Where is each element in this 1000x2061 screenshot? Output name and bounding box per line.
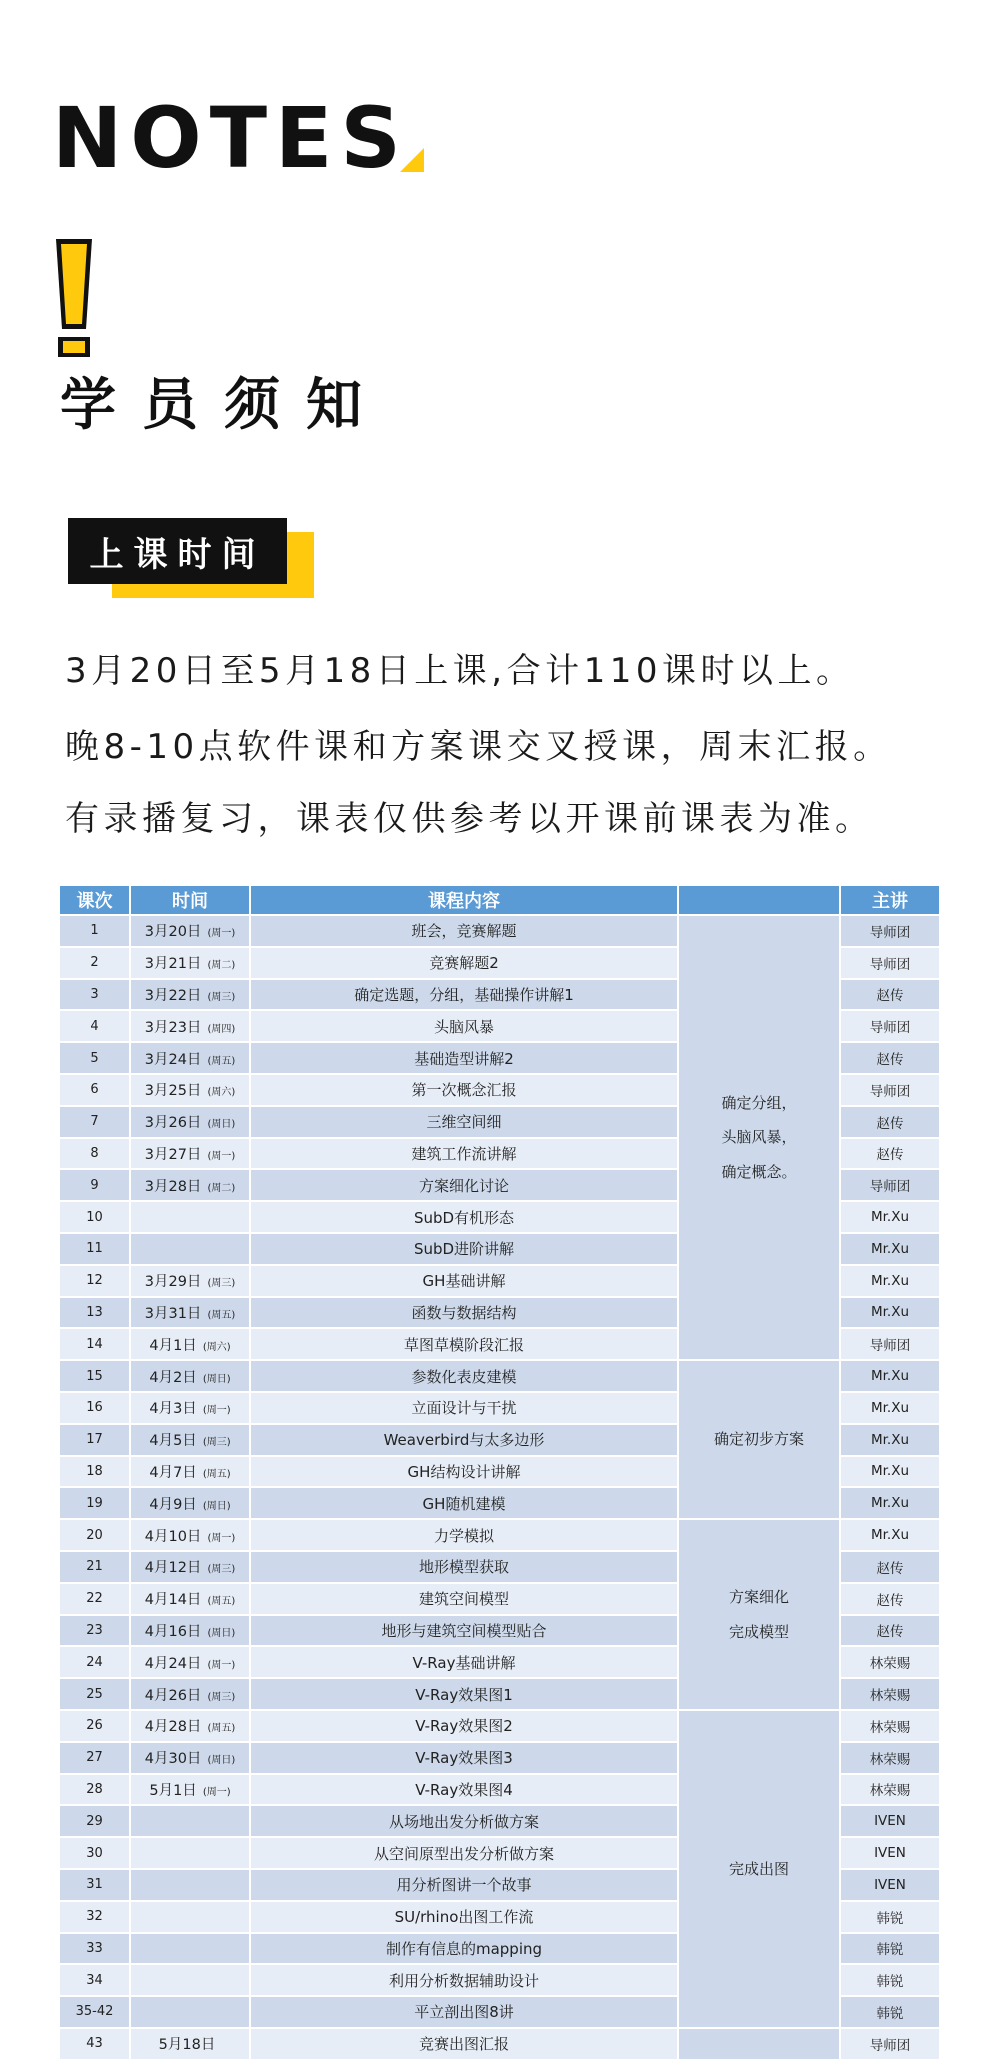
lesson-time — [130, 1392, 250, 1424]
lesson-time — [130, 1678, 250, 1710]
lesson-number: 22 — [60, 1583, 130, 1615]
lesson-content: 基础造型讲解2 — [250, 1042, 678, 1074]
lesson-teacher: 赵传 — [840, 1106, 940, 1138]
lesson-teacher: Mr.Xu — [840, 1487, 940, 1519]
lesson-weekday: (周三) — [202, 1437, 231, 1449]
lesson-teacher: 赵传 — [840, 1042, 940, 1074]
lesson-content: V-Ray效果图1 — [250, 1678, 678, 1710]
lesson-number: 8 — [60, 1138, 130, 1170]
lesson-teacher: 韩锐 — [840, 1933, 940, 1965]
lesson-time — [130, 1106, 250, 1138]
lesson-number: 23 — [60, 1615, 130, 1647]
lesson-date: 4月5日 — [149, 1433, 197, 1450]
stage-cell — [678, 1360, 840, 1519]
lesson-teacher: 林荣赐 — [840, 1646, 940, 1678]
stage-cell-empty — [678, 2028, 840, 2060]
lesson-number: 16 — [60, 1392, 130, 1424]
header-stage — [678, 886, 840, 915]
lesson-date: 5月18日 — [158, 2037, 216, 2054]
lesson-weekday: (周三) — [207, 1564, 236, 1576]
lesson-time — [130, 1901, 250, 1933]
lesson-weekday: (周日) — [207, 1119, 236, 1131]
lesson-date: 4月1日 — [149, 1337, 197, 1354]
lesson-number: 30 — [60, 1837, 130, 1869]
lesson-number: 17 — [60, 1424, 130, 1456]
lesson-content: 地形与建筑空间模型贴合 — [250, 1615, 678, 1647]
lesson-time — [130, 1169, 250, 1201]
lesson-time — [130, 1774, 250, 1806]
lesson-number: 7 — [60, 1106, 130, 1138]
lesson-weekday: (周日) — [207, 1755, 236, 1767]
lesson-number: 33 — [60, 1933, 130, 1965]
lesson-number: 6 — [60, 1074, 130, 1106]
lesson-weekday: (周一) — [207, 1150, 236, 1162]
lesson-teacher: 导师团 — [840, 1074, 940, 1106]
lesson-time — [130, 1519, 250, 1551]
lesson-teacher: Mr.Xu — [840, 1360, 940, 1392]
lesson-number: 34 — [60, 1964, 130, 1996]
lesson-weekday: (周日) — [202, 1500, 231, 1512]
lesson-content: 参数化表皮建模 — [250, 1360, 678, 1392]
lesson-teacher: IVEN — [840, 1805, 940, 1837]
page-heading: 学员须知 — [60, 373, 388, 438]
lesson-content: V-Ray效果图2 — [250, 1710, 678, 1742]
lesson-teacher: 林荣赐 — [840, 1710, 940, 1742]
lesson-number: 43 — [60, 2028, 130, 2060]
lesson-time — [130, 1042, 250, 1074]
intro-line-dates: 3月20日至5月18日上课,合计110课时以上。 — [65, 651, 855, 691]
lesson-time — [130, 1074, 250, 1106]
lesson-weekday: (周三) — [207, 1278, 236, 1290]
lesson-weekday: (周一) — [202, 1786, 231, 1798]
lesson-date: 3月27日 — [144, 1146, 202, 1163]
lesson-teacher: Mr.Xu — [840, 1424, 940, 1456]
header-lesson-no: 课次 — [60, 886, 130, 915]
lesson-content: GH基础讲解 — [250, 1265, 678, 1297]
section-label-box — [68, 518, 314, 600]
lesson-content: 头脑风暴 — [250, 1010, 678, 1042]
lesson-content: 平立剖出图8讲 — [250, 1996, 678, 2028]
lesson-time — [130, 1805, 250, 1837]
lesson-teacher: IVEN — [840, 1869, 940, 1901]
lesson-number: 10 — [60, 1201, 130, 1233]
lesson-content: 建筑空间模型 — [250, 1583, 678, 1615]
section-label: 上课时间 — [68, 518, 287, 584]
lesson-content: 建筑工作流讲解 — [250, 1138, 678, 1170]
lesson-teacher: 韩锐 — [840, 1901, 940, 1933]
lesson-content: 力学模拟 — [250, 1519, 678, 1551]
lesson-date: 3月20日 — [144, 924, 202, 941]
lesson-content: 立面设计与干扰 — [250, 1392, 678, 1424]
lesson-number: 13 — [60, 1297, 130, 1329]
table-row — [60, 1360, 940, 1392]
lesson-number: 11 — [60, 1233, 130, 1265]
lesson-date: 4月26日 — [144, 1687, 202, 1704]
stage-label: 完成模型 — [728, 1622, 789, 1641]
lesson-teacher: 赵传 — [840, 1551, 940, 1583]
lesson-teacher: Mr.Xu — [840, 1297, 940, 1329]
lesson-content: 竞赛出图汇报 — [250, 2028, 678, 2060]
stage-cell — [678, 1519, 840, 1710]
stage-label: 方案细化 — [728, 1588, 789, 1607]
lesson-number: 15 — [60, 1360, 130, 1392]
lesson-time — [130, 1583, 250, 1615]
lesson-date: 5月1日 — [149, 1782, 197, 1799]
lesson-content: 利用分析数据辅助设计 — [250, 1964, 678, 1996]
header-time: 时间 — [130, 886, 250, 915]
lesson-time — [130, 1837, 250, 1869]
stage-cell — [678, 915, 840, 1360]
lesson-number: 5 — [60, 1042, 130, 1074]
lesson-time — [130, 1138, 250, 1170]
lesson-weekday: (周二) — [207, 960, 236, 972]
lesson-date: 4月2日 — [149, 1369, 197, 1386]
lesson-date: 3月25日 — [144, 1083, 202, 1100]
lesson-content: GH结构设计讲解 — [250, 1456, 678, 1488]
lesson-weekday: (周五) — [207, 1723, 236, 1735]
lesson-teacher: Mr.Xu — [840, 1519, 940, 1551]
table-header-row — [60, 886, 940, 915]
lesson-weekday: (周六) — [207, 1087, 236, 1099]
lesson-content: SU/rhino出图工作流 — [250, 1901, 678, 1933]
table-body — [60, 915, 940, 2060]
lesson-teacher: 导师团 — [840, 2028, 940, 2060]
lesson-number: 19 — [60, 1487, 130, 1519]
table-row — [60, 915, 940, 947]
lesson-date: 4月3日 — [149, 1401, 197, 1418]
lesson-date: 4月9日 — [149, 1496, 197, 1513]
lesson-date: 3月24日 — [144, 1051, 202, 1068]
lesson-teacher: 赵传 — [840, 1583, 940, 1615]
lesson-content: 竞赛解题2 — [250, 947, 678, 979]
lesson-teacher: 导师团 — [840, 1328, 940, 1360]
lesson-time — [130, 1487, 250, 1519]
table-row — [60, 2028, 940, 2060]
lesson-time — [130, 1456, 250, 1488]
table-row — [60, 1710, 940, 1742]
lesson-weekday: (周一) — [207, 1659, 236, 1671]
lesson-number: 12 — [60, 1265, 130, 1297]
lesson-date: 3月21日 — [144, 956, 202, 973]
lesson-teacher: 林荣赐 — [840, 1678, 940, 1710]
lesson-weekday: (周三) — [207, 991, 236, 1003]
lesson-number: 3 — [60, 979, 130, 1011]
stage-label: 确定概念。 — [721, 1162, 797, 1181]
lesson-content: 确定选题，分组，基础操作讲解1 — [250, 979, 678, 1011]
lesson-weekday: (周日) — [207, 1627, 236, 1639]
lesson-number: 1 — [60, 915, 130, 947]
lesson-time — [130, 1424, 250, 1456]
lesson-number: 28 — [60, 1774, 130, 1806]
lesson-teacher: 韩锐 — [840, 1996, 940, 2028]
lesson-time — [130, 1710, 250, 1742]
stage-label: 头脑风暴， — [721, 1128, 797, 1147]
lesson-number: 4 — [60, 1010, 130, 1042]
lesson-number: 14 — [60, 1328, 130, 1360]
lesson-date: 3月29日 — [144, 1274, 202, 1291]
notes-title: NOTES — [52, 89, 409, 187]
lesson-weekday: (周一) — [207, 928, 236, 940]
lesson-number: 27 — [60, 1742, 130, 1774]
lesson-number: 25 — [60, 1678, 130, 1710]
lesson-weekday: (周六) — [202, 1341, 231, 1353]
lesson-content: 用分析图讲一个故事 — [250, 1869, 678, 1901]
lesson-content: 草图草模阶段汇报 — [250, 1328, 678, 1360]
lesson-content: 制作有信息的mapping — [250, 1933, 678, 1965]
lesson-number: 24 — [60, 1646, 130, 1678]
lesson-weekday: (周五) — [207, 1055, 236, 1067]
lesson-content: Weaverbird与太多边形 — [250, 1424, 678, 1456]
lesson-weekday: (周五) — [202, 1468, 231, 1480]
lesson-teacher: 赵传 — [840, 1138, 940, 1170]
lesson-number: 2 — [60, 947, 130, 979]
lesson-date: 3月22日 — [144, 987, 202, 1004]
lesson-time — [130, 947, 250, 979]
lesson-number: 21 — [60, 1551, 130, 1583]
lesson-teacher: 林荣赐 — [840, 1742, 940, 1774]
lesson-date: 3月23日 — [144, 1019, 202, 1036]
lesson-number: 18 — [60, 1456, 130, 1488]
lesson-content: 班会，竞赛解题 — [250, 915, 678, 947]
lesson-number: 29 — [60, 1805, 130, 1837]
table-row — [60, 1519, 940, 1551]
lesson-weekday: (周三) — [207, 1691, 236, 1703]
lesson-time — [130, 1297, 250, 1329]
lesson-content: 第一次概念汇报 — [250, 1074, 678, 1106]
lesson-time — [130, 1964, 250, 1996]
lesson-teacher: 导师团 — [840, 947, 940, 979]
lesson-date: 4月28日 — [144, 1719, 202, 1736]
lesson-date: 4月30日 — [144, 1751, 202, 1768]
lesson-time — [130, 2028, 250, 2060]
intro-line-notice: 有录播复习，课表仅供参考以开课前课表为准。 — [65, 799, 874, 839]
lesson-weekday: (周日) — [202, 1373, 231, 1385]
lesson-time — [130, 1615, 250, 1647]
lesson-teacher: 林荣赐 — [840, 1774, 940, 1806]
stage-label: 确定初步方案 — [713, 1430, 804, 1449]
lesson-time — [130, 1328, 250, 1360]
lesson-teacher: 导师团 — [840, 1169, 940, 1201]
lesson-weekday: (周二) — [207, 1182, 236, 1194]
lesson-date: 4月14日 — [144, 1592, 202, 1609]
lesson-teacher: Mr.Xu — [840, 1456, 940, 1488]
lesson-time — [130, 915, 250, 947]
lesson-content: V-Ray基础讲解 — [250, 1646, 678, 1678]
lesson-number: 9 — [60, 1169, 130, 1201]
lesson-content: 从场地出发分析做方案 — [250, 1805, 678, 1837]
lesson-date: 3月31日 — [144, 1305, 202, 1322]
lesson-teacher: 导师团 — [840, 1010, 940, 1042]
lesson-number: 31 — [60, 1869, 130, 1901]
lesson-teacher: Mr.Xu — [840, 1265, 940, 1297]
stage-label: 完成出图 — [728, 1859, 789, 1878]
intro-line-schedule: 晚8-10点软件课和方案课交叉授课，周末汇报。 — [65, 727, 892, 767]
lesson-content: SubD有机形态 — [250, 1201, 678, 1233]
exclamation-icon — [52, 233, 96, 359]
header-teacher: 主讲 — [840, 886, 940, 915]
lesson-weekday: (周一) — [207, 1532, 236, 1544]
stage-label: 确定分组， — [721, 1093, 797, 1112]
lesson-content: GH随机建模 — [250, 1487, 678, 1519]
lesson-time — [130, 979, 250, 1011]
lesson-date: 4月24日 — [144, 1655, 202, 1672]
lesson-date: 4月10日 — [144, 1528, 202, 1545]
lesson-time — [130, 1265, 250, 1297]
lesson-teacher: 赵传 — [840, 1615, 940, 1647]
lesson-weekday: (周一) — [202, 1405, 231, 1417]
lesson-teacher: Mr.Xu — [840, 1233, 940, 1265]
lesson-date: 4月12日 — [144, 1560, 202, 1577]
lesson-content: 地形模型获取 — [250, 1551, 678, 1583]
lesson-content: 从空间原型出发分析做方案 — [250, 1837, 678, 1869]
yellow-triangle-icon — [400, 148, 424, 172]
lesson-time — [130, 1742, 250, 1774]
lesson-weekday: (周五) — [207, 1596, 236, 1608]
lesson-date: 4月7日 — [149, 1464, 197, 1481]
lesson-number: 20 — [60, 1519, 130, 1551]
lesson-weekday: (周五) — [207, 1309, 236, 1321]
lesson-teacher: 赵传 — [840, 979, 940, 1011]
lesson-time — [130, 1360, 250, 1392]
lesson-number: 32 — [60, 1901, 130, 1933]
lesson-date: 3月26日 — [144, 1115, 202, 1132]
lesson-content: V-Ray效果图3 — [250, 1742, 678, 1774]
stage-cell — [678, 1710, 840, 2028]
lesson-time — [130, 1233, 250, 1265]
lesson-time — [130, 1551, 250, 1583]
lesson-teacher: Mr.Xu — [840, 1392, 940, 1424]
lesson-number: 26 — [60, 1710, 130, 1742]
lesson-time — [130, 1869, 250, 1901]
lesson-content: 三维空间细 — [250, 1106, 678, 1138]
lesson-content: SubD进阶讲解 — [250, 1233, 678, 1265]
lesson-teacher: IVEN — [840, 1837, 940, 1869]
lesson-content: 函数与数据结构 — [250, 1297, 678, 1329]
lesson-content: V-Ray效果图4 — [250, 1774, 678, 1806]
lesson-time — [130, 1996, 250, 2028]
lesson-date: 4月16日 — [144, 1623, 202, 1640]
lesson-teacher: 导师团 — [840, 915, 940, 947]
lesson-time — [130, 1201, 250, 1233]
lesson-number: 35-42 — [60, 1996, 130, 2028]
lesson-weekday: (周四) — [207, 1023, 236, 1035]
lesson-time — [130, 1010, 250, 1042]
lesson-time — [130, 1646, 250, 1678]
course-schedule-table — [60, 886, 941, 2061]
lesson-time — [130, 1933, 250, 1965]
lesson-date: 3月28日 — [144, 1178, 202, 1195]
header-content: 课程内容 — [250, 886, 678, 915]
lesson-teacher: Mr.Xu — [840, 1201, 940, 1233]
lesson-content: 方案细化讨论 — [250, 1169, 678, 1201]
lesson-teacher: 韩锐 — [840, 1964, 940, 1996]
